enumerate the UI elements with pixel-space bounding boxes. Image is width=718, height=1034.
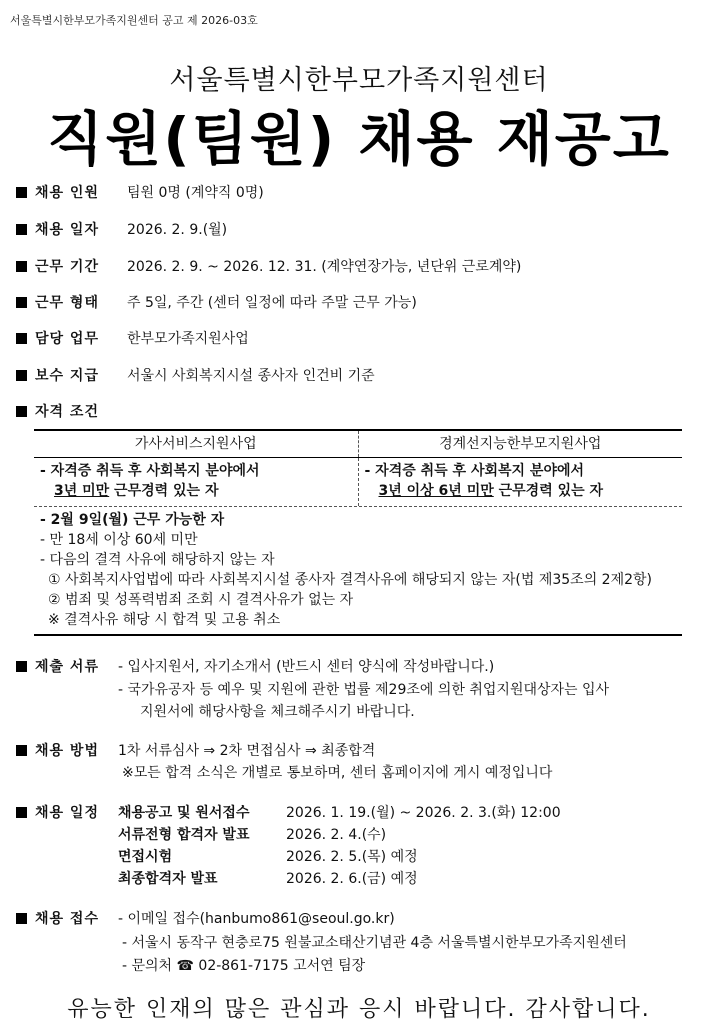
documents-line: - 입사지원서, 자기소개서 (반드시 센터 양식에 작성바랍니다.): [118, 659, 495, 675]
section-label: 채용 일정: [35, 805, 99, 821]
cell-text: 근무경력 있는 자: [493, 483, 604, 499]
section-label: 채용 일자: [35, 222, 99, 238]
underlined-text: 3년 미만: [54, 483, 110, 499]
square-bullet-icon: [16, 913, 27, 924]
condition-line: ② 범죄 및 성폭력범죄 조회 시 결격사유가 없는 자: [48, 592, 354, 608]
square-bullet-icon: [16, 661, 27, 672]
section-label: 근무 기간: [35, 259, 99, 275]
square-bullet-icon: [16, 370, 27, 381]
section-value: 주 5일, 주간 (센터 일정에 따라 주말 근무 가능): [127, 295, 417, 311]
square-bullet-icon: [16, 261, 27, 272]
page-title: 직원(팀원) 채용 재공고: [47, 105, 671, 173]
condition-line: - 만 18세 이상 60세 미만: [40, 532, 198, 548]
application-line: - 서울시 동작구 현충로75 원불교소태산기념관 4층 서울특별시한부모가족지원센터: [122, 935, 627, 951]
square-bullet-icon: [16, 745, 27, 756]
condition-line: - 2월 9일(월) 근무 가능한 자: [40, 512, 225, 528]
condition-line: - 다음의 결격 사유에 해당하지 않는 자: [40, 552, 275, 568]
documents-line: - 국가유공자 등 예우 및 지원에 관한 법률 제29조에 의한 취업지원대상자는 입사: [118, 682, 610, 698]
section-duty: [16, 328, 249, 348]
section-qualification: [16, 401, 127, 421]
table-cell: [359, 458, 683, 506]
cell-line: [365, 481, 683, 501]
application-line: - 문의처 ☎ 02-861-7175 고서연 팀장: [122, 958, 366, 974]
cell-line: [40, 481, 358, 501]
schedule-item: 서류전형 합격자 발표: [118, 827, 250, 843]
section-work-type: [16, 292, 417, 312]
section-documents: [16, 656, 127, 676]
underlined-text: 3년 이상 6년 미만: [378, 483, 494, 499]
notice-number: 서울특별시한부모가족지원센터 공고 제 2026-03호: [10, 14, 258, 27]
square-bullet-icon: [16, 406, 27, 417]
table-header: [34, 431, 682, 458]
section-label: 채용 접수: [35, 911, 99, 927]
square-bullet-icon: [16, 224, 27, 235]
square-bullet-icon: [16, 333, 27, 344]
section-label: 근무 형태: [35, 295, 99, 311]
table-header-cell: 경계선지능한부모지원사업: [439, 436, 602, 452]
section-label: 채용 방법: [35, 743, 99, 759]
condition-line: ※ 결격사유 해당 시 합격 및 고용 취소: [48, 612, 281, 628]
section-label: 보수 지급: [35, 368, 99, 384]
section-value: 2026. 2. 9.(월): [127, 222, 228, 238]
application-line: - 이메일 접수(hanbumo861@seoul.go.kr): [118, 911, 395, 927]
section-work-period: [16, 256, 521, 276]
section-hire-date: [16, 219, 227, 239]
cell-line: - 자격증 취득 후 사회복지 분야에서: [364, 463, 585, 479]
method-line: 1차 서류심사 ⇒ 2차 면접심사 ⇒ 최종합격: [118, 743, 376, 759]
qualification-table: [34, 429, 682, 636]
section-application: [16, 908, 127, 928]
section-schedule: [16, 802, 127, 822]
documents-line: 지원서에 해당사항을 체크해주시기 바랍니다.: [140, 704, 415, 720]
square-bullet-icon: [16, 187, 27, 198]
schedule-date: 2026. 2. 6.(금) 예정: [286, 871, 418, 887]
square-bullet-icon: [16, 807, 27, 818]
schedule-date: 2026. 1. 19.(월) ~ 2026. 2. 3.(화) 12:00: [286, 805, 561, 821]
section-label: 채용 인원: [35, 185, 99, 201]
section-headcount: [16, 182, 264, 202]
square-bullet-icon: [16, 297, 27, 308]
closing-message: 유능한 인재의 많은 관심과 응시 바랍니다. 감사합니다.: [67, 997, 651, 1022]
cell-line: - 자격증 취득 후 사회복지 분야에서: [40, 463, 260, 479]
schedule-date: 2026. 2. 5.(목) 예정: [286, 849, 418, 865]
schedule-item: 면접시험: [118, 849, 173, 865]
schedule-date: 2026. 2. 4.(수): [286, 827, 387, 843]
schedule-item: 채용공고 및 원서접수: [118, 805, 250, 821]
org-title: 서울특별시한부모가족지원센터: [169, 65, 549, 96]
method-line: ※모든 합격 소식은 개별로 통보하며, 센터 홈페이지에 게시 예정입니다: [122, 765, 553, 781]
section-value: 팀원 0명 (계약직 0명): [127, 185, 264, 201]
section-label: 자격 조건: [35, 404, 99, 420]
section-pay: [16, 365, 375, 385]
table-header-cell: 가사서비스지원사업: [34, 431, 359, 457]
section-method: [16, 740, 127, 760]
section-value: 서울시 사회복지시설 종사자 인건비 기준: [127, 368, 375, 384]
section-label: 제출 서류: [35, 659, 99, 675]
table-cell: [34, 458, 359, 506]
condition-line: ① 사회복지사업법에 따라 사회복지시설 종사자 결격사유에 해당되지 않는 자(법 제35조의 2제2항): [48, 572, 652, 588]
section-value: 2026. 2. 9. ~ 2026. 12. 31. (계약연장가능, 년단위 근로계약): [127, 259, 522, 275]
cell-text: 근무경력 있는 자: [109, 483, 219, 499]
section-label: 담당 업무: [35, 331, 99, 347]
table-row: [34, 458, 682, 507]
schedule-item: 최종합격자 발표: [118, 871, 218, 887]
section-value: 한부모가족지원사업: [127, 331, 249, 347]
common-conditions: [34, 507, 682, 634]
